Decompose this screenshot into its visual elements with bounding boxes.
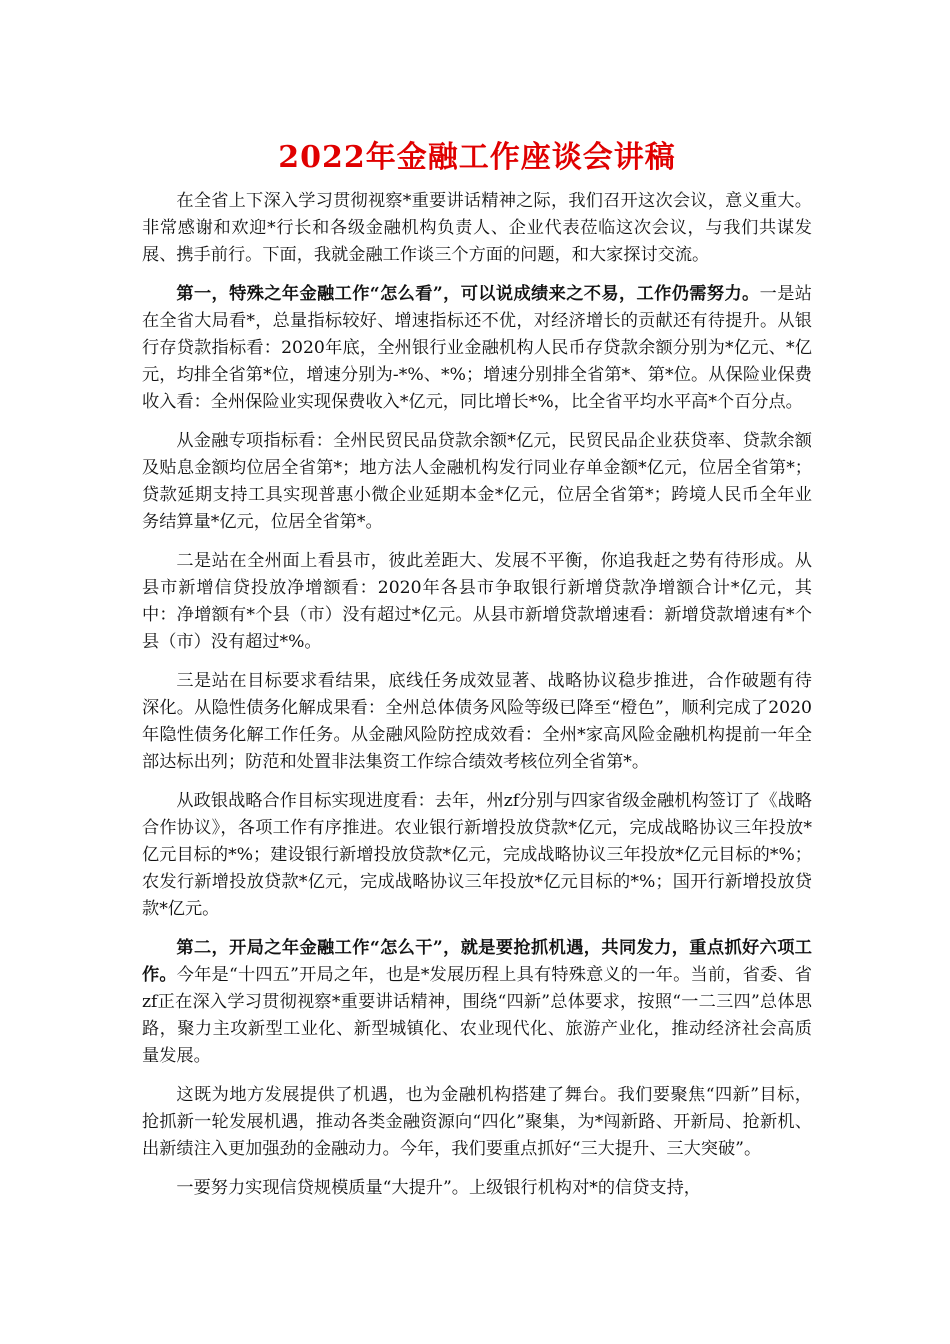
paragraph-section-two (142, 935, 812, 1070)
paragraph-text: 二是站在全州面上看县市，彼此差距大、发展不平衡，你追我赶之势有待形成。从县市新增信贷投放净增额看：2020年各县市争取银行新增贷款净增额合计*亿元，其中：净增额有*个县（市）没有超过*亿元。从县市新增贷款增速看：新增贷款增速有*个县（市）没有超过*%。 (142, 551, 812, 652)
paragraph-text: 今年是“十四五”开局之年，也是*发展历程上具有特殊意义的一年。当前，省委、省zf正在深入学习贯彻视察*重要讲话精神，围绕“四新”总体要求，按照“一二三四”总体思路，聚力主攻新型工业化、新型城镇化、农业现代化、旅游产业化，推动经济社会高质量发展。 (142, 965, 812, 1066)
paragraph-text: 从政银战略合作目标实现进度看：去年，州zf分别与四家省级金融机构签订了《战略合作协议》，各项工作有序推进。农业银行新增投放贷款*亿元，完成战略协议三年投放*亿元目标的*%；建设银行新增投放贷款*亿元，完成战略协议三年投放*亿元目标的*%；农发行新增投放贷款*亿元，完成战略协议三年投放*亿元目标的*%；国开行新增投放贷款*亿元。 (142, 791, 812, 919)
paragraph-text: 一是站在全省大局看*，总量指标较好、增速指标还不优，对经济增长的贡献还有待提升。从银行存贷款指标看：2020年底，全州银行业金融机构人民币存贷款余额分别为*亿元、*亿元，均排全省第*位，增速分别为-*%、*%；增速分别排全省第*、第*位。从保险业保费收入看：全州保险业实现保费收入*亿元，同比增长*%，比全省平均水平高*个百分点。 (142, 284, 812, 412)
paragraph-opening (142, 188, 812, 269)
paragraph-section-one (142, 281, 812, 416)
paragraph-special-indicators (142, 428, 812, 536)
paragraph-text: 从金融专项指标看：全州民贸民品贷款余额*亿元，民贸民品企业获贷率、贷款余额及贴息金额均位居全省第*；地方法人金融机构发行同业存单金额*亿元，位居全省第*；贷款延期支持工具实现普惠小微企业延期本金*亿元，位居全省第*；跨境人民币全年业务结算量*亿元，位居全省第*。 (142, 431, 812, 532)
paragraph-text: 这既为地方发展提供了机遇，也为金融机构搭建了舞台。我们要聚焦“四新”目标，抢抓新一轮发展机遇，推动各类金融资源向“四化”聚集，为*闯新路、开新局、抢新机、出新绩注入更加强劲的金融动力。今年，我们要重点抓好“三大提升、三大突破”。 (142, 1085, 812, 1159)
paragraph-opportunity (142, 1082, 812, 1163)
paragraph-strategic-cooperation (142, 788, 812, 923)
document-title: 2022年金融工作座谈会讲稿 (278, 140, 676, 175)
paragraph-county-view (142, 548, 812, 656)
section-two-heading: 第二，开局之年金融工作“怎么干”，就是要抢抓机遇，共同发力，重点抓好六项工作。 (142, 938, 812, 985)
paragraph-text: 在全省上下深入学习贯彻视察*重要讲话精神之际，我们召开这次会议，意义重大。非常感谢和欢迎*行长和各级金融机构负责人、企业代表莅临这次会议，与我们共谋发展、携手前行。下面，我就金融工作谈三个方面的问题，和大家探讨交流。 (142, 191, 812, 265)
document-page (142, 138, 812, 1214)
paragraph-target-results (142, 668, 812, 776)
paragraph-text: 三是站在目标要求看结果，底线任务成效显著、战略协议稳步推进，合作破题有待深化。从隐性债务化解成果看：全州总体债务风险等级已降至“橙色”，顺利完成了2020年隐性债务化解工作任务。从金融风险防控成效看：全州*家高风险金融机构提前一年全部达标出列；防范和处置非法集资工作综合绩效考核位列全省第*。 (142, 671, 812, 772)
section-one-heading: 第一，特殊之年金融工作“怎么看”，可以说成绩来之不易，工作仍需努力。 (176, 284, 760, 304)
paragraph-text: 一要努力实现信贷规模质量“大提升”。上级银行机构对*的信贷支持， (176, 1178, 701, 1198)
paragraph-credit-improvement (142, 1175, 812, 1202)
